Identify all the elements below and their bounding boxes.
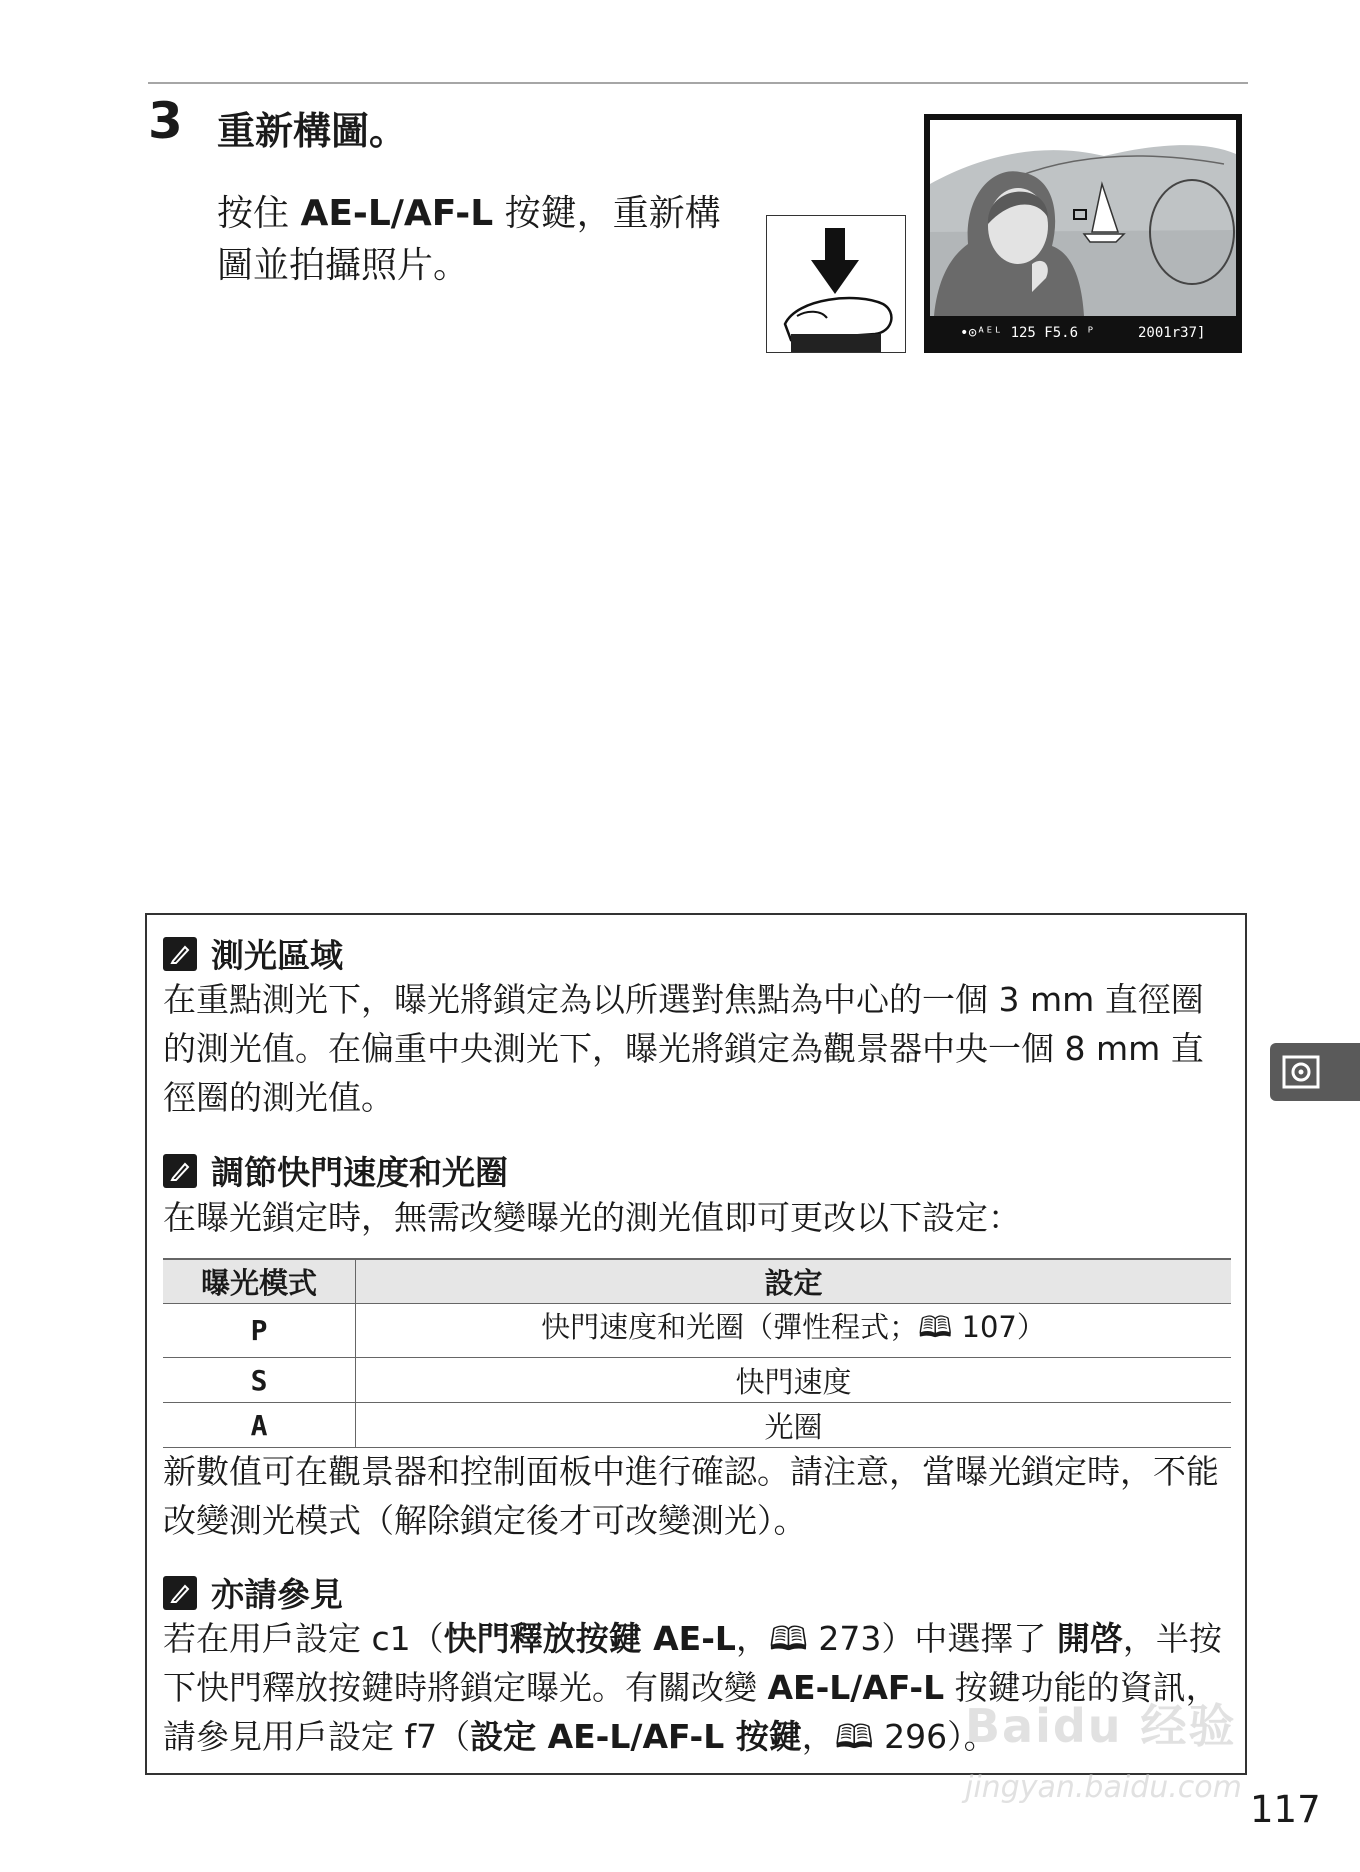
- bold-text: 開啓: [1056, 1619, 1123, 1658]
- pencil-icon: [163, 1154, 197, 1188]
- pencil-icon: [163, 937, 197, 971]
- table-cell-mode: A: [163, 1403, 356, 1448]
- step-body-post: 按鍵，重新構圖並拍攝照片。: [217, 193, 721, 286]
- table-header: 設定: [356, 1259, 1232, 1304]
- table-cell-mode: S: [163, 1358, 356, 1403]
- bold-text: 設定 AE-L/AF-L 按鍵: [470, 1717, 802, 1756]
- chapter-tab[interactable]: [1270, 1043, 1360, 1101]
- exposure-mode-table: [163, 1258, 1231, 1448]
- text: 按鍵功能的資訊，請參見用戶設定 f7（: [163, 1668, 1219, 1756]
- table-cell-setting: 光圈: [356, 1403, 1232, 1448]
- table-row: [163, 1403, 1231, 1448]
- note-title: 測光區域: [211, 936, 343, 975]
- step-title: 重新構圖。: [217, 109, 408, 153]
- table-cell-mode: P: [163, 1304, 356, 1358]
- viewfinder-illustration: [924, 114, 1242, 353]
- table-row: [163, 1358, 1231, 1403]
- note-adjust-outro: 新數值可在觀景器和控制面板中進行確認。請注意，當曝光鎖定時，不能改變測光模式（解除鎖定後才可改變測光）。: [163, 1452, 1219, 1540]
- table-cell-setting: 快門速度和光圈（彈性程式；🕮 107）: [356, 1304, 1232, 1358]
- watermark-brand: Baidu 经验: [965, 1699, 1237, 1753]
- note-metering-area-heading: [163, 930, 343, 977]
- table-row: [163, 1304, 1231, 1358]
- press-arrow-icon: [767, 216, 905, 352]
- text: ，🕮 273）中選擇了: [735, 1619, 1057, 1658]
- note-title: 亦請參見: [211, 1575, 343, 1614]
- note-adjust-heading: [163, 1147, 508, 1194]
- viewfinder-counter: 2001r37]: [1138, 325, 1206, 341]
- metering-icon: [1270, 1043, 1360, 1101]
- top-rule: [148, 82, 1248, 84]
- note-adjust-intro: 在曝光鎖定時，無需改變曝光的測光值即可更改以下設定：: [163, 1198, 1021, 1237]
- text: 若在用戶設定 c1（: [163, 1619, 444, 1658]
- page-number: 117: [1250, 1788, 1321, 1831]
- note-see-also-heading: [163, 1569, 343, 1616]
- bold-text: 快門釋放按鍵 AE-L: [443, 1619, 736, 1658]
- step-body-bold: AE-L/AF-L: [300, 193, 494, 234]
- note-metering-area-body: 在重點測光下，曝光將鎖定為以所選對焦點為中心的一個 3 mm 直徑圈的測光值。在偏重中央測光下，曝光將鎖定為觀景器中央一個 8 mm 直徑圈的測光值。: [163, 980, 1204, 1117]
- text: ，🕮 296）。: [801, 1717, 997, 1756]
- pencil-icon: [163, 1576, 197, 1610]
- table-header-row: [163, 1259, 1231, 1304]
- bold-text: AE-L/AF-L: [767, 1668, 945, 1707]
- table-cell-setting: 快門速度: [356, 1358, 1232, 1403]
- text: ，半按下快門釋放按鍵時將鎖定曝光。有關改變: [163, 1619, 1222, 1707]
- note-title: 調節快門速度和光圈: [211, 1153, 508, 1192]
- viewfinder-scene: [924, 114, 1242, 353]
- table-header: 曝光模式: [163, 1259, 356, 1304]
- watermark-url: jingyan.baidu.com: [965, 1770, 1242, 1805]
- button-press-illustration: [766, 215, 906, 353]
- step-body-pre: 按住: [217, 193, 301, 234]
- step-number: 3: [148, 92, 183, 150]
- viewfinder-readout: •⊙ᴬᴱᴸ 125 F5.6 ᴾ: [960, 325, 1095, 341]
- step-body: [217, 188, 747, 292]
